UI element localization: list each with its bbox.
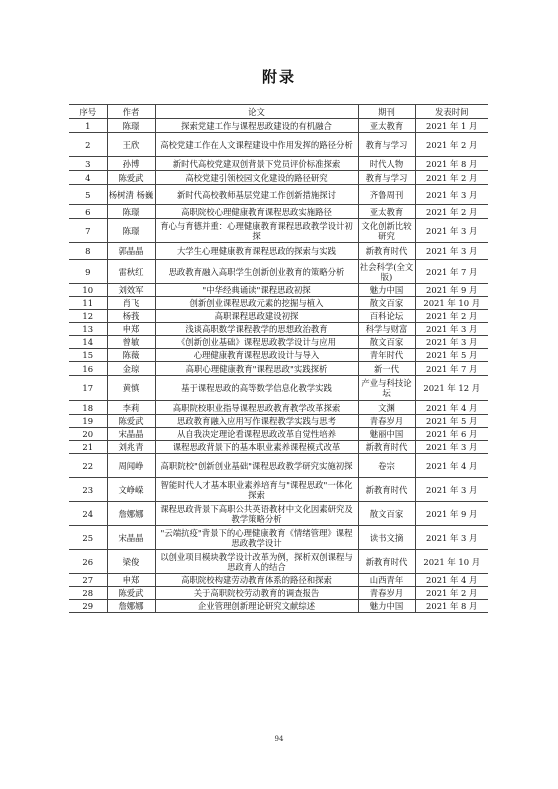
row-author: 申郑: [107, 574, 155, 587]
row-date: 2021 年 8 月: [415, 600, 488, 613]
row-index: 21: [69, 441, 107, 454]
row-author: 刘兆青: [107, 441, 155, 454]
row-index: 26: [69, 550, 107, 574]
row-author: 申郑: [107, 323, 155, 336]
header-paper: 论文: [155, 105, 358, 119]
table-row: [69, 574, 488, 587]
row-paper: 思政教育融入应用写作课程教学实践与思考: [155, 415, 358, 428]
row-author: 陈薇: [107, 349, 155, 362]
row-author: 梁俊: [107, 550, 155, 574]
table-row: [69, 526, 488, 550]
row-paper: 从自我决定理论看课程思政改革自觉性培养: [155, 428, 358, 441]
row-date: 2021 年 6 月: [415, 428, 488, 441]
row-index: 2: [69, 133, 107, 157]
row-paper: 思政教育融入高职学生创新创业教育的策略分析: [155, 260, 358, 284]
row-index: 29: [69, 600, 107, 613]
row-journal: 教育与学习: [358, 171, 415, 185]
row-author: 杨树清 杨巍: [107, 185, 155, 205]
row-author: 郭晶晶: [107, 243, 155, 260]
header-author: 作者: [107, 105, 155, 119]
row-paper: 浅谈高职数学课程教学的思想政治教育: [155, 323, 358, 336]
row-index: 12: [69, 310, 107, 323]
row-date: 2021 年 2 月: [415, 587, 488, 600]
row-date: 2021 年 2 月: [415, 133, 488, 157]
row-date: 2021 年 8 月: [415, 157, 488, 171]
row-paper: 企业管理创新理论研究文献综述: [155, 600, 358, 613]
row-journal: 散文百家: [358, 336, 415, 349]
table-row: [69, 323, 488, 336]
table-row: [69, 502, 488, 526]
row-index: 27: [69, 574, 107, 587]
table-row: [69, 205, 488, 219]
table-row: [69, 349, 488, 362]
table-body: [69, 119, 488, 613]
row-paper: 高校党建引领校园文化建设的路径研究: [155, 171, 358, 185]
row-author: 陈爱武: [107, 415, 155, 428]
row-index: 16: [69, 362, 107, 376]
row-journal: 魅力中国: [358, 284, 415, 297]
row-date: 2021 年 4 月: [415, 454, 488, 478]
header-date: 发表时间: [415, 105, 488, 119]
row-index: 5: [69, 185, 107, 205]
row-journal: 新教育时代: [358, 441, 415, 454]
row-paper: 探索党建工作与课程思政建设的有机融合: [155, 119, 358, 133]
row-date: 2021 年 3 月: [415, 441, 488, 454]
row-index: 4: [69, 171, 107, 185]
reference-table: [69, 104, 488, 613]
table-row: [69, 478, 488, 502]
row-paper: 基于课程思政的高等数学信息化教学实践: [155, 376, 358, 401]
header-journal: 期刊: [358, 105, 415, 119]
row-journal: 青年时代: [358, 349, 415, 362]
row-author: 王欣: [107, 133, 155, 157]
row-paper: 关于高职院校劳动教育的调查报告: [155, 587, 358, 600]
table-row: [69, 336, 488, 349]
row-author: 詹娜娜: [107, 502, 155, 526]
row-journal: 读书文摘: [358, 526, 415, 550]
row-journal: 科学与财富: [358, 323, 415, 336]
row-paper: 高职院校构建劳动教育体系的路径和探索: [155, 574, 358, 587]
row-date: 2021 年 3 月: [415, 526, 488, 550]
row-author: 曾敏: [107, 336, 155, 349]
row-index: 14: [69, 336, 107, 349]
row-index: 18: [69, 401, 107, 415]
table-row: [69, 133, 488, 157]
row-date: 2021 年 2 月: [415, 171, 488, 185]
row-author: 詹娜娜: [107, 600, 155, 613]
table-row: [69, 401, 488, 415]
row-journal: 新一代: [358, 362, 415, 376]
table-row: [69, 587, 488, 600]
row-journal: 亚太教育: [358, 205, 415, 219]
row-paper: "云端抗疫"背景下的心理健康教育《情绪管理》课程思政教学设计: [155, 526, 358, 550]
row-paper: 《创新创业基础》课程思政教学设计与应用: [155, 336, 358, 349]
row-journal: 亚太教育: [358, 119, 415, 133]
row-paper: 高职院校"创新创业基础"课程思政教学研究实施初探: [155, 454, 358, 478]
row-index: 11: [69, 297, 107, 310]
row-author: 陈璟: [107, 219, 155, 243]
table-row: [69, 297, 488, 310]
table-row: [69, 119, 488, 133]
row-date: 2021 年 3 月: [415, 323, 488, 336]
row-date: 2021 年 10 月: [415, 297, 488, 310]
row-paper: 高职课程思政建设初探: [155, 310, 358, 323]
row-paper: 心理健康教育课程思政设计与导入: [155, 349, 358, 362]
row-journal: 魅力中国: [358, 600, 415, 613]
row-paper: 新时代高校党建双创背景下党员评价标准探索: [155, 157, 358, 171]
table-row: [69, 415, 488, 428]
row-date: 2021 年 7 月: [415, 260, 488, 284]
row-index: 9: [69, 260, 107, 284]
row-date: 2021 年 3 月: [415, 219, 488, 243]
row-date: 2021 年 12 月: [415, 376, 488, 401]
row-index: 24: [69, 502, 107, 526]
row-paper: "中华经典诵读"课程思政初探: [155, 284, 358, 297]
row-index: 23: [69, 478, 107, 502]
row-journal: 青春岁月: [358, 587, 415, 600]
row-index: 15: [69, 349, 107, 362]
row-journal: 社会科学(全文版): [359, 261, 414, 282]
row-journal: 齐鲁周刊: [358, 185, 415, 205]
table-row: [69, 600, 488, 613]
table-row: [69, 428, 488, 441]
table-row: [69, 376, 488, 401]
row-index: 1: [69, 119, 107, 133]
row-date: 2021 年 5 月: [415, 415, 488, 428]
row-index: 8: [69, 243, 107, 260]
row-date: 2021 年 3 月: [415, 336, 488, 349]
row-author: 肖飞: [107, 297, 155, 310]
row-author: 宋晶晶: [107, 526, 155, 550]
row-index: 3: [69, 157, 107, 171]
row-journal: 文渊: [358, 401, 415, 415]
row-author: 陈璟: [107, 119, 155, 133]
row-paper: 高校党建工作在人文课程建设中作用发挥的路径分析: [155, 133, 358, 157]
table-row: [69, 185, 488, 205]
row-date: 2021 年 2 月: [415, 310, 488, 323]
row-journal: 散文百家: [358, 502, 415, 526]
page-number: 94: [274, 735, 284, 743]
table-row: [69, 260, 488, 284]
table-row: [69, 219, 488, 243]
row-date: 2021 年 4 月: [415, 401, 488, 415]
row-journal: 散文百家: [358, 297, 415, 310]
row-journal: 新教育时代: [358, 243, 415, 260]
row-paper: 育心与育德并重：心理健康教育课程思政教学设计初探: [155, 219, 358, 243]
row-author: 雷秋红: [107, 260, 155, 284]
row-author: 陈爱武: [107, 171, 155, 185]
row-index: 25: [69, 526, 107, 550]
table-row: [69, 454, 488, 478]
row-paper: 课程思政背景下的基本职业素养课程模式改革: [155, 441, 358, 454]
row-paper: 高职院校职业指导课程思政教育教学改革探索: [155, 401, 358, 415]
row-author: 黄慎: [107, 376, 155, 401]
row-date: 2021 年 4 月: [415, 574, 488, 587]
header-index: 序号: [69, 105, 107, 119]
row-index: 19: [69, 415, 107, 428]
table-row: [69, 362, 488, 376]
row-author: 金琼: [107, 362, 155, 376]
table-row: [69, 171, 488, 185]
table-row: [69, 310, 488, 323]
row-date: 2021 年 1 月: [415, 119, 488, 133]
row-date: 2021 年 7 月: [415, 362, 488, 376]
row-index: 20: [69, 428, 107, 441]
row-date: 2021 年 10 月: [415, 550, 488, 574]
table-row: [69, 550, 488, 574]
row-journal: 百科论坛: [358, 310, 415, 323]
row-author: 宋晶晶: [107, 428, 155, 441]
row-author: 李莉: [107, 401, 155, 415]
row-journal: 产业与科技论坛: [358, 376, 415, 401]
table-row: [69, 157, 488, 171]
row-paper: 以创业项目模块教学设计改革为例，探析双创课程与思政育人的结合: [155, 550, 358, 574]
row-author: 孙博: [107, 157, 155, 171]
row-paper: 大学生心理健康教育课程思政的探索与实践: [155, 243, 358, 260]
row-journal: 新教育时代: [358, 550, 415, 574]
row-author: 周闻峥: [107, 454, 155, 478]
row-index: 10: [69, 284, 107, 297]
row-paper: 智能时代人才基本职业素养培育与"课程思政"一体化探索: [155, 478, 358, 502]
row-author: 陈璟: [107, 205, 155, 219]
row-author: 杨莪: [107, 310, 155, 323]
row-index: 28: [69, 587, 107, 600]
table-row: [69, 243, 488, 260]
row-index: 7: [69, 219, 107, 243]
row-index: 22: [69, 454, 107, 478]
row-paper: 课程思政背景下高职公共英语教材中文化因素研究及教学策略分析: [155, 502, 358, 526]
row-index: 17: [69, 376, 107, 401]
appendix-title: 附录: [261, 68, 296, 86]
row-paper: 高职心理健康教育"课程思政"实践探析: [155, 362, 358, 376]
table-header-row: [69, 105, 488, 119]
row-date: 2021 年 3 月: [415, 185, 488, 205]
row-journal: 卷宗: [358, 454, 415, 478]
row-paper: 新时代高校教师基层党建工作创新措施探讨: [155, 185, 358, 205]
row-paper: 高职院校心理健康教育课程思政实施路径: [155, 205, 358, 219]
row-date: 2021 年 9 月: [415, 502, 488, 526]
row-index: 13: [69, 323, 107, 336]
row-journal: 文化创新比较研究: [358, 219, 415, 243]
row-author: 刘效军: [107, 284, 155, 297]
row-journal: 山西青年: [358, 574, 415, 587]
table-row: [69, 284, 488, 297]
row-journal: 新教育时代: [358, 478, 415, 502]
row-date: 2021 年 3 月: [415, 478, 488, 502]
row-journal: 青春岁月: [358, 415, 415, 428]
row-journal: 教育与学习: [358, 133, 415, 157]
row-journal: 魅丽中国: [358, 428, 415, 441]
row-journal: 时代人物: [358, 157, 415, 171]
row-author: 陈爱武: [107, 587, 155, 600]
row-paper: 创新创业课程思政元素的挖掘与植入: [155, 297, 358, 310]
row-date: 2021 年 5 月: [415, 349, 488, 362]
row-author: 文峥嵘: [107, 478, 155, 502]
row-date: 2021 年 2 月: [415, 205, 488, 219]
row-index: 6: [69, 205, 107, 219]
table-row: [69, 441, 488, 454]
row-date: 2021 年 9 月: [415, 284, 488, 297]
row-date: 2021 年 3 月: [415, 243, 488, 260]
